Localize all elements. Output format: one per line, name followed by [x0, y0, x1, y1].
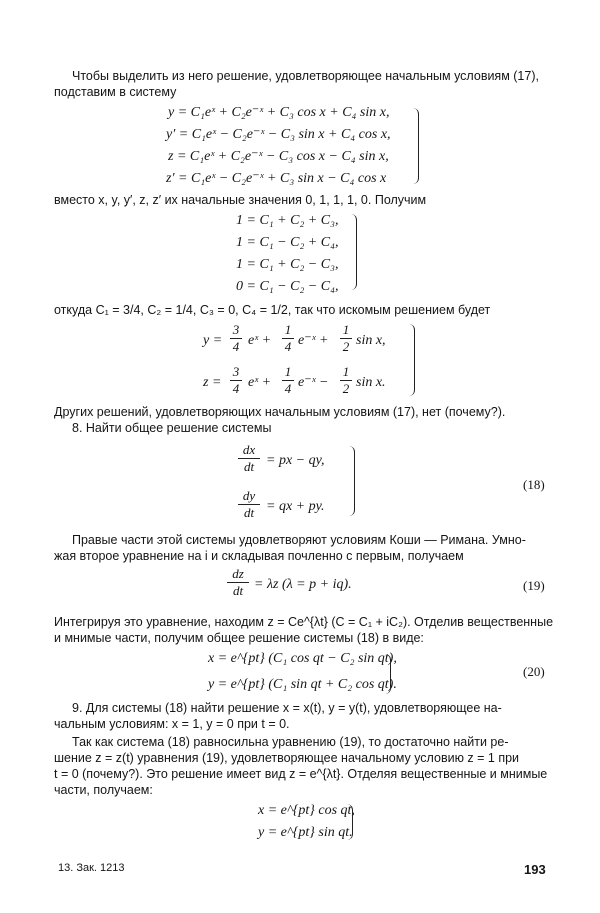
system1-eq-3: z = C₁eˣ + C₂e⁻ˣ − C₃ cos x − C₄ sin x, [168, 149, 389, 164]
eq20-line-1: x = e^{pt} (C₁ cos qt − C₂ sin qt), [208, 651, 397, 666]
footer-left: 13. Зак. 1213 [58, 862, 125, 874]
sol-y-term-1: eˣ + [248, 333, 272, 348]
problem9-line-1: 9. Для системы (18) найти решение x = x(t), y = y(t), удовлетворяющее на- [72, 701, 502, 715]
eq19-frac: $\frac{dz}{dt}$ [227, 566, 249, 599]
eq19-rhs: = λz (λ = p + iq). [254, 577, 352, 592]
label-18: (18) [523, 477, 545, 492]
system18-brace [348, 446, 355, 516]
integr-line-2: и мнимые части, получим общее решение системы (18) в виде: [54, 631, 424, 645]
system2-eq-4: 0 = C₁ − C₂ − C₄, [236, 279, 339, 294]
since-line-2: шение z = z(t) уравнения (19), удовлетворяющее начальному условию z = 1 при [54, 751, 520, 765]
system1-eq-2: y′ = C₁eˣ − C₂e⁻ˣ − C₃ sin x + C₄ cos x, [166, 127, 391, 142]
page-number: 193 [524, 862, 546, 877]
intro-line-2: подставим в систему [54, 85, 177, 99]
sol-y-frac-1: $\frac{3}{4}$ [230, 322, 242, 355]
sol-y-frac-3: $\frac{1}{2}$ [340, 322, 352, 355]
since-line-4: части, получаем: [54, 783, 153, 797]
sol-z-frac-1: $\frac{3}{4}$ [230, 364, 242, 397]
sol-y-term-3: sin x, [356, 333, 386, 348]
system2-eq-2: 1 = C₁ − C₂ + C₄, [236, 235, 339, 250]
system2-brace [350, 214, 357, 290]
intro-line-1: Чтобы выделить из него решение, удовлетворяющее начальным условиям (17), [72, 69, 539, 83]
sol-y-left: y = [203, 333, 223, 348]
problem9-line-2: чальным условиям: x = 1, y = 0 при t = 0. [54, 717, 290, 731]
since-line-3: t = 0 (почему?). Это решение имеет вид z = e^{λt}. Отделяя вещественные и мнимые [54, 767, 548, 781]
text-whence: откуда C₁ = 3/4, C₂ = 1/4, C₃ = 0, C₄ = 1/2, так что искомым решением будет [54, 303, 491, 317]
text-values: вместо x, y, y′, z, z′ их начальные значения 0, 1, 1, 1, 0. Получим [54, 193, 427, 207]
solution1-brace [408, 324, 415, 396]
system1-eq-1: y = C₁eˣ + C₂e⁻ˣ + C₃ cos x + C₄ sin x, [168, 105, 390, 120]
sol-y-term-2: e⁻ˣ + [298, 333, 329, 348]
sol-z-left: z = [203, 375, 222, 390]
sys18-frac-dx: $\frac{dx}{dt}$ [238, 442, 260, 475]
system2-eq-3: 1 = C₁ + C₂ − C₃, [236, 257, 339, 272]
cauchy-line-1: Правые части этой системы удовлетворяют условиям Коши — Римана. Умно- [72, 533, 526, 547]
sol-z-frac-3: $\frac{1}{2}$ [340, 364, 352, 397]
system1-eq-4: z′ = C₁eˣ − C₂e⁻ˣ + C₃ sin x − C₄ cos x [166, 171, 387, 186]
label-19: (19) [523, 578, 545, 593]
cauchy-line-2: жая второе уравнение на i и складывая почленно с первым, получаем [54, 549, 464, 563]
since-line-1: Так как система (18) равносильна уравнению (19), то достаточно найти ре- [72, 735, 509, 749]
final-brace [346, 804, 353, 840]
sys18-rhs-2: = qx + py. [266, 499, 325, 514]
problem-8: 8. Найти общее решение системы [72, 421, 272, 435]
sol-z-frac-2: $\frac{1}{4}$ [282, 364, 294, 397]
final-line-1: x = e^{pt} cos qt, [258, 803, 355, 818]
sol-z-term-1: eˣ + [248, 375, 272, 390]
final-line-2: y = e^{pt} sin qt. [258, 825, 353, 840]
label-20: (20) [523, 664, 545, 679]
text-other: Других решений, удовлетворяющих начальным условиям (17), нет (почему?). [54, 405, 506, 419]
sol-z-term-2: e⁻ˣ − [298, 375, 329, 390]
eq20-brace [384, 654, 391, 694]
sol-y-frac-2: $\frac{1}{4}$ [282, 322, 294, 355]
sol-z-term-3: sin x. [356, 375, 386, 390]
system2-eq-1: 1 = C₁ + C₂ + C₃, [236, 213, 339, 228]
sys18-frac-dy: $\frac{dy}{dt}$ [238, 488, 260, 521]
system1-brace [412, 108, 419, 184]
sys18-rhs-1: = px − qy, [266, 453, 325, 468]
integr-line-1: Интегрируя это уравнение, находим z = Ce^{λt} (C = C₁ + iC₂). Отделив вещественные [54, 615, 554, 629]
eq20-line-2: y = e^{pt} (C₁ sin qt + C₂ cos qt). [208, 677, 397, 692]
